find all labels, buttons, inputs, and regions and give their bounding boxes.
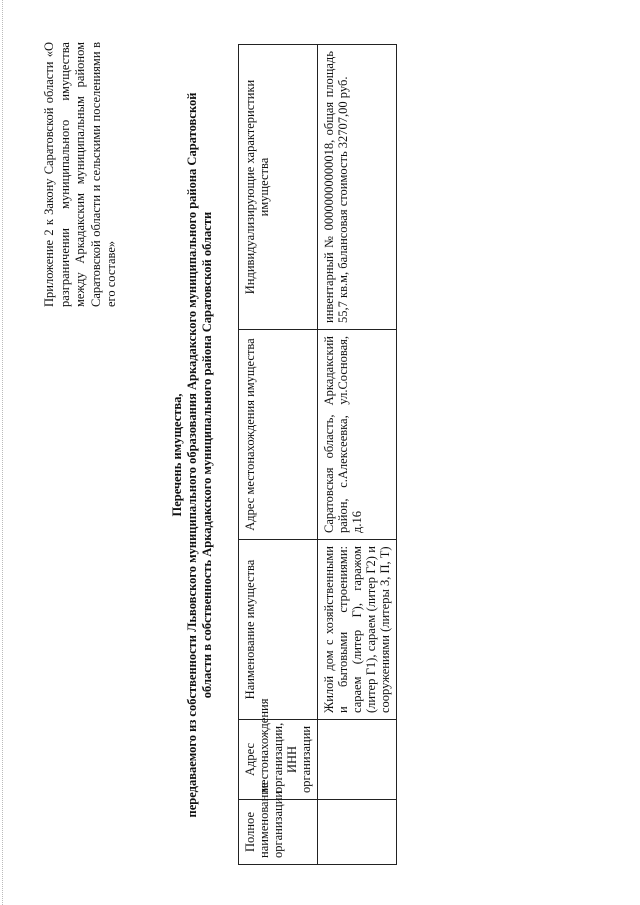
header-full-name: Полное наименование организации <box>239 800 318 865</box>
header-property-address: Адрес местонахождения имущества <box>239 330 318 540</box>
title-line-1: Перечень имущества, <box>170 393 184 517</box>
property-table <box>238 44 397 865</box>
title-line-3: области в собственность Аркадакского муниципального района Саратовской области <box>200 211 214 699</box>
table-row <box>318 45 397 865</box>
cell-property-address: Саратовская область, Аркадакский район, с.Алексеевка, ул.Сосновая, д.16 <box>318 330 397 540</box>
appendix-note: Приложение 2 к Закону Саратовской области «О разграничении муниципального имущества между Аркадакским муниципальным районом Саратовской области и сельскими поселениями в его составе» <box>42 42 118 307</box>
cell-property-name: Жилой дом с хозяйственными и бытовыми строениями: сараем (литер Г), гаражом (литер Г1), сараем (литер Г2) и сооружениями (литеры З, П, Т) <box>318 540 397 720</box>
header-property-name: Наименование имущества <box>239 540 318 720</box>
cell-full-name <box>318 800 397 865</box>
header-org-address: Адрес местонахождения организации, ИНН организации <box>239 720 318 800</box>
header-characteristics: Индивидуализирующие характеристики имущества <box>239 45 318 330</box>
document-title <box>170 45 215 865</box>
cell-characteristics: инвентарный № 00000000000018, общая площадь 55,7 кв.м, балансовая стоимость 32707,00 руб. <box>318 45 397 330</box>
table-header-row <box>239 45 318 865</box>
cell-org-address <box>318 720 397 800</box>
title-line-2: передаваемого из собственности Львовского муниципального образования Аркадакского муниципального района Саратовской <box>185 92 199 818</box>
